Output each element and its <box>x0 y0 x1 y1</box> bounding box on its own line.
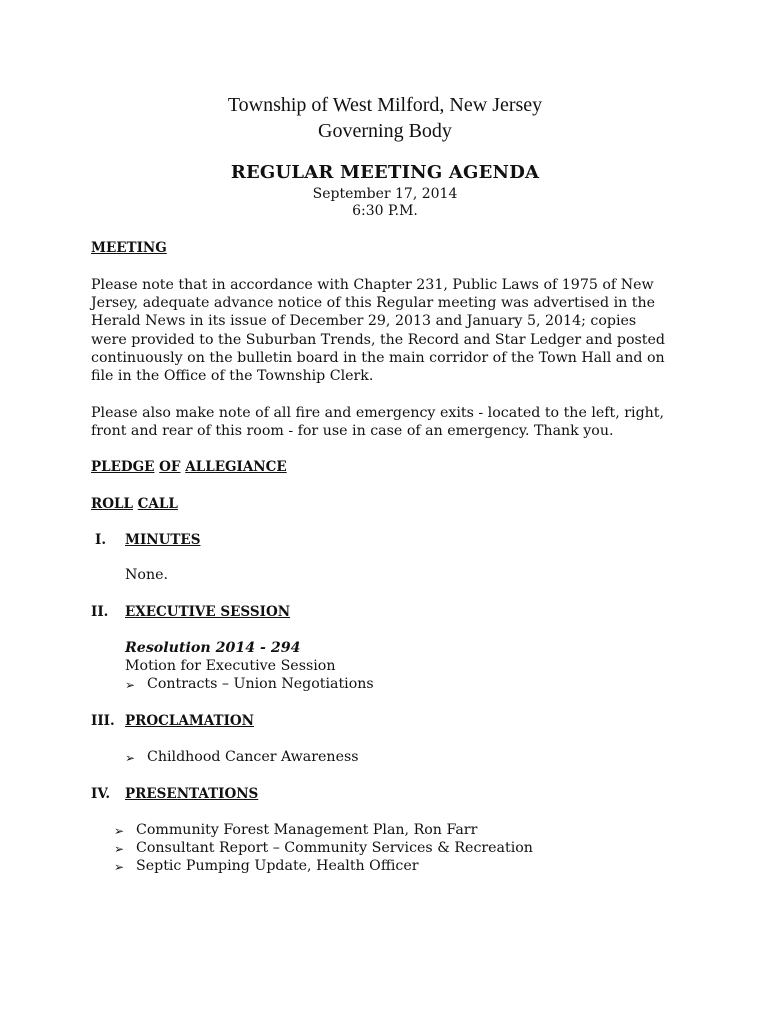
agenda-title: REGULAR MEETING AGENDA <box>230 162 540 183</box>
executive-session-heading: EXECUTIVE SESSION <box>125 604 291 620</box>
notice-line: Herald News in its issue of December 29, 2013 and January 5, 2014; copies <box>91 313 637 330</box>
list-item: Childhood Cancer Awareness <box>147 749 359 765</box>
list-item: Consultant Report – Community Services & Recreation <box>136 840 533 856</box>
exits-line: front and rear of this room - for use in case of an emergency. Thank you. <box>91 423 614 440</box>
meeting-date: September 17, 2014 <box>312 186 458 202</box>
meeting-heading: MEETING <box>91 240 167 256</box>
list-item: Community Forest Management Plan, Ron Farr <box>136 822 478 838</box>
pledge-heading: PLEDGE OF ALLEGIANCE <box>91 459 287 475</box>
arrow-bullet-icon: ➢ <box>114 842 125 856</box>
notice-line: Please note that in accordance with Chapter 231, Public Laws of 1975 of New <box>91 277 654 293</box>
minutes-body: None. <box>125 567 168 583</box>
presentations-heading: PRESENTATIONS <box>125 786 259 802</box>
arrow-bullet-icon: ➢ <box>114 860 125 874</box>
minutes-heading: MINUTES <box>125 532 201 548</box>
notice-line: were provided to the Suburban Trends, the Record and Star Ledger and posted <box>91 331 665 348</box>
resolution-number: Resolution 2014 - 294 <box>125 640 301 656</box>
arrow-bullet-icon: ➢ <box>125 751 136 765</box>
section-number: III. <box>91 713 115 729</box>
arrow-bullet-icon: ➢ <box>125 678 136 692</box>
section-number: II. <box>91 604 109 620</box>
proclamation-heading: PROCLAMATION <box>125 713 254 729</box>
notice-line: file in the Office of the Township Clerk. <box>91 368 374 385</box>
motion-text: Motion for Executive Session <box>125 658 336 674</box>
notice-paragraph <box>91 276 691 385</box>
list-item: Contracts – Union Negotiations <box>147 676 374 692</box>
section-number: IV. <box>91 786 111 802</box>
township-name: Township of West Milford, New Jersey <box>227 94 543 116</box>
arrow-bullet-icon: ➢ <box>114 824 125 838</box>
notice-line: Jersey, adequate advance notice of this Regular meeting was advertised in the <box>91 295 656 312</box>
exits-paragraph <box>91 404 691 440</box>
governing-body: Governing Body <box>318 120 452 142</box>
section-number: I. <box>95 532 107 548</box>
notice-line: continuously on the bulletin board in the main corridor of the Town Hall and on <box>91 349 665 366</box>
exits-line: Please also make note of all fire and emergency exits - located to the left, right, <box>91 405 665 421</box>
roll-call-heading: ROLL CALL <box>91 496 178 512</box>
meeting-time: 6:30 P.M. <box>352 203 418 219</box>
list-item: Septic Pumping Update, Health Officer <box>136 858 419 874</box>
